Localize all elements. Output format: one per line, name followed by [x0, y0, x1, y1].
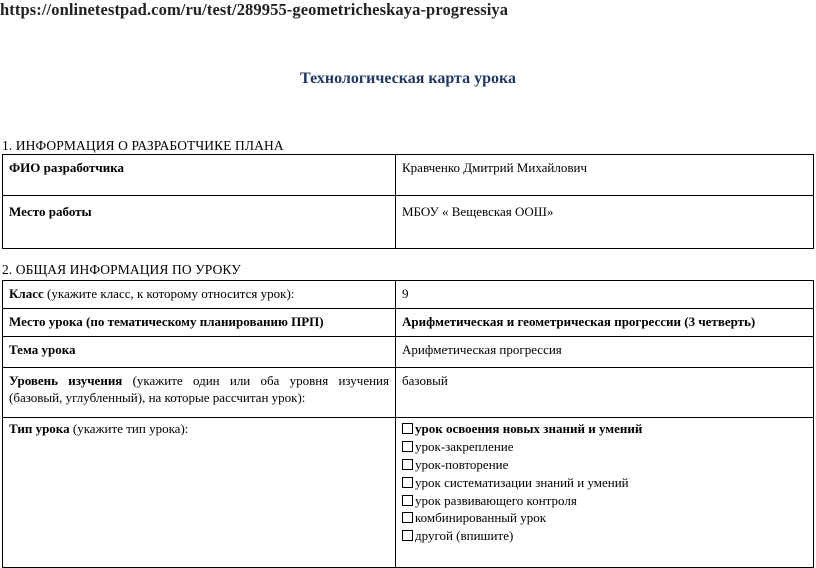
table-row: [3, 281, 814, 309]
lesson-type-option-label: урок-закрепление: [415, 439, 514, 455]
lesson-type-option[interactable]: [402, 527, 807, 545]
lesson-topic-value: Арифметическая прогрессия: [396, 337, 814, 368]
checkbox-icon[interactable]: [402, 495, 413, 506]
lesson-type-label-hint: (укажите тип урока):: [69, 421, 189, 436]
checkbox-icon[interactable]: [402, 477, 413, 488]
class-value: 9: [396, 281, 814, 309]
lesson-type-option-label: урок-повторение: [415, 456, 509, 472]
table-row: [3, 196, 814, 249]
lesson-type-option[interactable]: [402, 491, 807, 509]
lesson-type-label-bold: Тип урока: [9, 421, 70, 436]
checkbox-icon[interactable]: [402, 512, 413, 523]
workplace-label: Место работы: [3, 196, 396, 249]
table-row: [3, 418, 814, 568]
table-row: [3, 337, 814, 368]
lesson-type-option-label: комбинированный урок: [415, 510, 547, 526]
developer-info-table: [2, 154, 814, 249]
checkbox-icon[interactable]: [402, 441, 413, 452]
lesson-type-option[interactable]: [402, 438, 807, 456]
lesson-info-table: [2, 280, 814, 568]
lesson-type-label: [3, 418, 396, 568]
lesson-place-label: Место урока (по тематическому планированию ПРП): [3, 309, 396, 337]
lesson-type-option[interactable]: [402, 456, 807, 474]
class-label-hint: (укажите класс, к которому относится урок):: [43, 286, 295, 301]
checkbox-icon[interactable]: [402, 530, 413, 541]
workplace-value: МБОУ « Вещевская ООШ»: [396, 196, 814, 249]
study-level-label-bold: Уровень изучения: [9, 373, 123, 388]
lesson-type-option[interactable]: [402, 420, 807, 438]
section1-heading: 1. ИНФОРМАЦИЯ О РАЗРАБОТЧИКЕ ПЛАНА: [2, 138, 284, 153]
class-label-bold: Класс: [9, 286, 44, 301]
lesson-type-option[interactable]: [402, 473, 807, 491]
table-row: [3, 309, 814, 337]
table-row: [3, 368, 814, 418]
lesson-type-option-label: урок систематизации знаний и умений: [415, 474, 629, 490]
developer-name-value: Кравченко Дмитрий Михайлович: [396, 155, 814, 196]
lesson-type-options: [396, 418, 814, 568]
lesson-place-value: Арифметическая и геометрическая прогрессии (3 четверть): [396, 309, 814, 337]
developer-name-label: ФИО разработчика: [3, 155, 396, 196]
checkbox-icon[interactable]: [402, 459, 413, 470]
lesson-type-option-label: урок развивающего контроля: [415, 492, 577, 508]
checkbox-icon[interactable]: [402, 423, 413, 434]
table-row: [3, 155, 814, 196]
lesson-type-option[interactable]: [402, 509, 807, 527]
lesson-type-option-label: урок освоения новых знаний и умений: [415, 421, 643, 437]
lesson-type-option-label: другой (впишите): [415, 528, 514, 544]
class-label: [3, 281, 396, 309]
study-level-value: базовый: [396, 368, 814, 418]
study-level-label: [3, 368, 396, 418]
source-url[interactable]: https://onlinetestpad.com/ru/test/289955-geometricheskaya-progressiya: [0, 0, 509, 19]
section2-heading: 2. ОБЩАЯ ИНФОРМАЦИЯ ПО УРОКУ: [2, 262, 241, 277]
document-title: Технологическая карта урока: [300, 70, 516, 87]
lesson-topic-label: Тема урока: [3, 337, 396, 368]
study-level-label-hint: (укажите один или оба уровня изучения (базовый, углубленный), на которые рассчитан урок):: [9, 373, 389, 405]
